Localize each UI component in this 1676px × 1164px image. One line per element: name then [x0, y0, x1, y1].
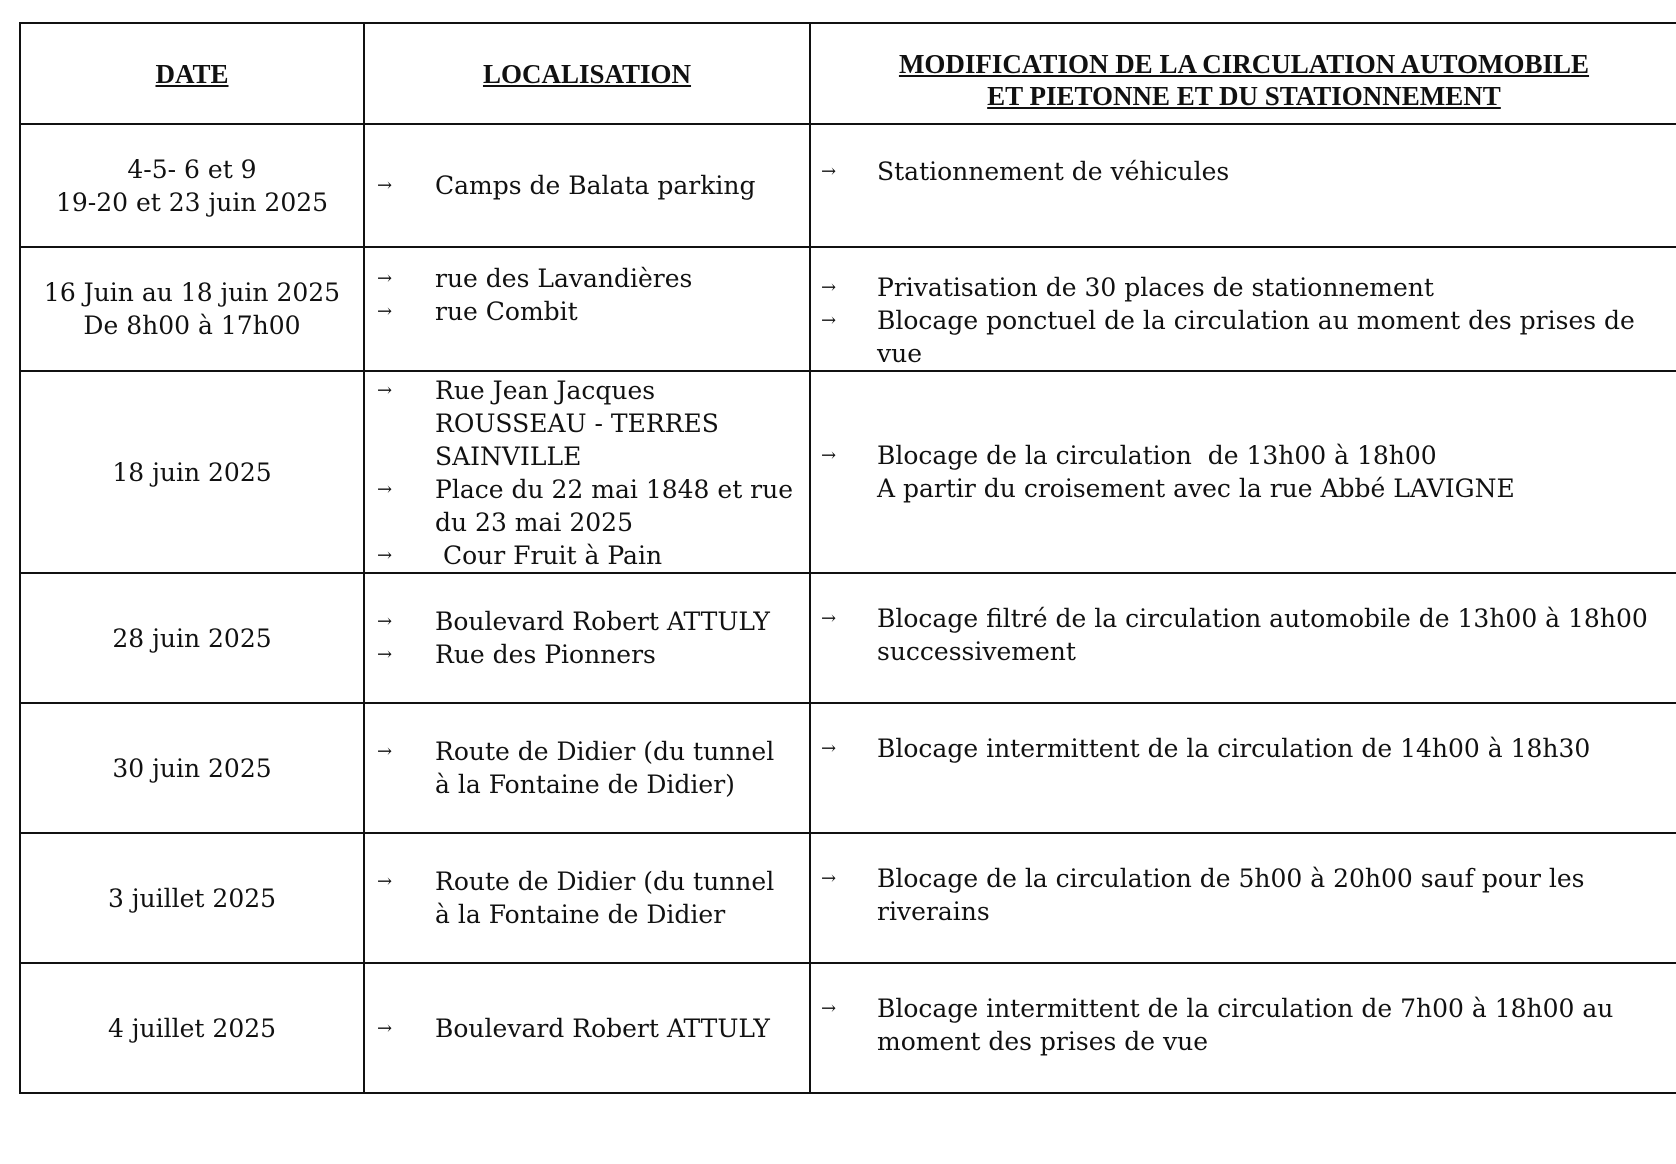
date-cell [20, 247, 364, 371]
location-cell [364, 833, 810, 963]
modification-text: Privatisation de 30 places de stationnement [877, 273, 1434, 302]
modification-text: Stationnement de véhicules [877, 157, 1230, 186]
modification-cell [810, 371, 1676, 573]
location-text: Boulevard Robert ATTULY [435, 1013, 770, 1043]
date-line: 18 juin 2025 [112, 457, 272, 487]
modification-cell [810, 573, 1676, 703]
arrow-icon: → [377, 871, 393, 892]
modification-text: Blocage intermittent de la circulation de 14h00 à 18h30 [877, 734, 1591, 763]
arrow-icon: → [821, 277, 837, 298]
date-line: 16 Juin au 18 juin 2025 [43, 278, 341, 307]
modification-header-text: MODIFICATION DE LA CIRCULATION AUTOMOBILE ET PIETONNE ET DU STATIONNEMENT [898, 48, 1590, 111]
date-cell [20, 124, 364, 247]
location-cell [364, 703, 810, 833]
arrow-icon: → [377, 268, 393, 289]
location-cell [364, 573, 810, 703]
table-row [20, 371, 1676, 573]
date-cell [20, 963, 364, 1093]
location-cell [364, 371, 810, 573]
list-item [821, 155, 1676, 188]
location-header: LOCALISATION [364, 23, 810, 124]
date-line: De 8h00 à 17h00 [83, 311, 301, 340]
modification-header [810, 23, 1676, 124]
date-cell [20, 833, 364, 963]
date-line: 3 juillet 2025 [107, 883, 277, 913]
list-item [821, 472, 1676, 505]
list-item [821, 271, 1676, 304]
list-item [821, 862, 1676, 928]
list-item [377, 374, 809, 473]
list-item [377, 605, 809, 638]
modification-cell [810, 963, 1676, 1093]
arrow-icon: → [821, 998, 837, 1019]
location-text: Cour Fruit à Pain [435, 541, 663, 570]
arrow-icon: → [821, 445, 837, 466]
arrow-icon: → [821, 310, 837, 331]
location-text: rue des Lavandières [435, 264, 693, 293]
arrow-icon: → [377, 545, 393, 566]
list-item [821, 992, 1676, 1058]
list-item [377, 735, 809, 801]
location-text: Rue des Pionners [435, 640, 656, 669]
modification-cell [810, 703, 1676, 833]
list-item [821, 304, 1676, 370]
modification-text: Blocage de la circulation de 13h00 à 18h00 [877, 441, 1437, 470]
location-cell [364, 124, 810, 247]
list-item [377, 169, 809, 202]
location-text: rue Combit [435, 297, 578, 326]
table-row [20, 963, 1676, 1093]
list-item [377, 1012, 809, 1045]
date-cell [20, 703, 364, 833]
arrow-icon: → [821, 738, 837, 759]
traffic-table [19, 22, 1676, 1094]
list-item [377, 865, 809, 931]
arrow-icon: → [377, 175, 393, 196]
arrow-icon: → [377, 301, 393, 322]
list-item [821, 602, 1676, 668]
list-item [377, 295, 809, 328]
table-row [20, 833, 1676, 963]
arrow-icon: → [821, 868, 837, 889]
date-line: 4-5- 6 et 9 [127, 154, 257, 184]
arrow-icon: → [377, 741, 393, 762]
table-row [20, 573, 1676, 703]
location-text: Rue Jean Jacques ROUSSEAU - TERRES SAINVILLE [435, 376, 719, 471]
arrow-icon: → [821, 161, 837, 182]
list-item [377, 539, 809, 572]
date-cell [20, 371, 364, 573]
modification-cell [810, 833, 1676, 963]
location-text: Route de Didier (du tunnel à la Fontaine de Didier) [435, 737, 775, 799]
list-item [821, 732, 1676, 765]
date-cell [20, 573, 364, 703]
table-row [20, 703, 1676, 833]
modification-text: Blocage intermittent de la circulation de 7h00 à 18h00 au moment des prises de vue [877, 994, 1614, 1056]
location-text: Boulevard Robert ATTULY [435, 607, 770, 636]
table-row [20, 247, 1676, 371]
date-header: DATE [20, 23, 364, 124]
arrow-icon: → [821, 608, 837, 629]
modification-extra-text: A partir du croisement avec la rue Abbé LAVIGNE [877, 474, 1515, 503]
arrow-icon: → [377, 479, 393, 500]
location-text: Place du 22 mai 1848 et rue du 23 mai 2025 [435, 475, 794, 537]
list-item [377, 638, 809, 671]
arrow-icon: → [377, 380, 393, 401]
modification-text: Blocage ponctuel de la circulation au moment des prises de vue [877, 306, 1635, 368]
date-line: 30 juin 2025 [112, 753, 272, 783]
arrow-icon: → [377, 611, 393, 632]
location-text: Route de Didier (du tunnel à la Fontaine de Didier [435, 867, 775, 929]
date-line: 4 juillet 2025 [107, 1013, 277, 1043]
modification-cell [810, 124, 1676, 247]
arrow-icon: → [377, 1017, 393, 1039]
modification-text: Blocage de la circulation de 5h00 à 20h00 sauf pour les riverains [877, 864, 1585, 926]
date-line: 19-20 et 23 juin 2025 [55, 187, 329, 217]
date-line: 28 juin 2025 [112, 623, 272, 653]
location-text: Camps de Balata parking [435, 171, 756, 200]
list-item [377, 262, 809, 295]
arrow-icon: → [377, 644, 393, 665]
list-item [377, 473, 809, 539]
location-cell [364, 963, 810, 1093]
modification-text: Blocage filtré de la circulation automobile de 13h00 à 18h00 successivement [877, 604, 1648, 666]
table-row [20, 124, 1676, 247]
location-cell [364, 247, 810, 371]
header-row [20, 23, 1676, 124]
list-item [821, 439, 1676, 472]
modification-cell [810, 247, 1676, 371]
